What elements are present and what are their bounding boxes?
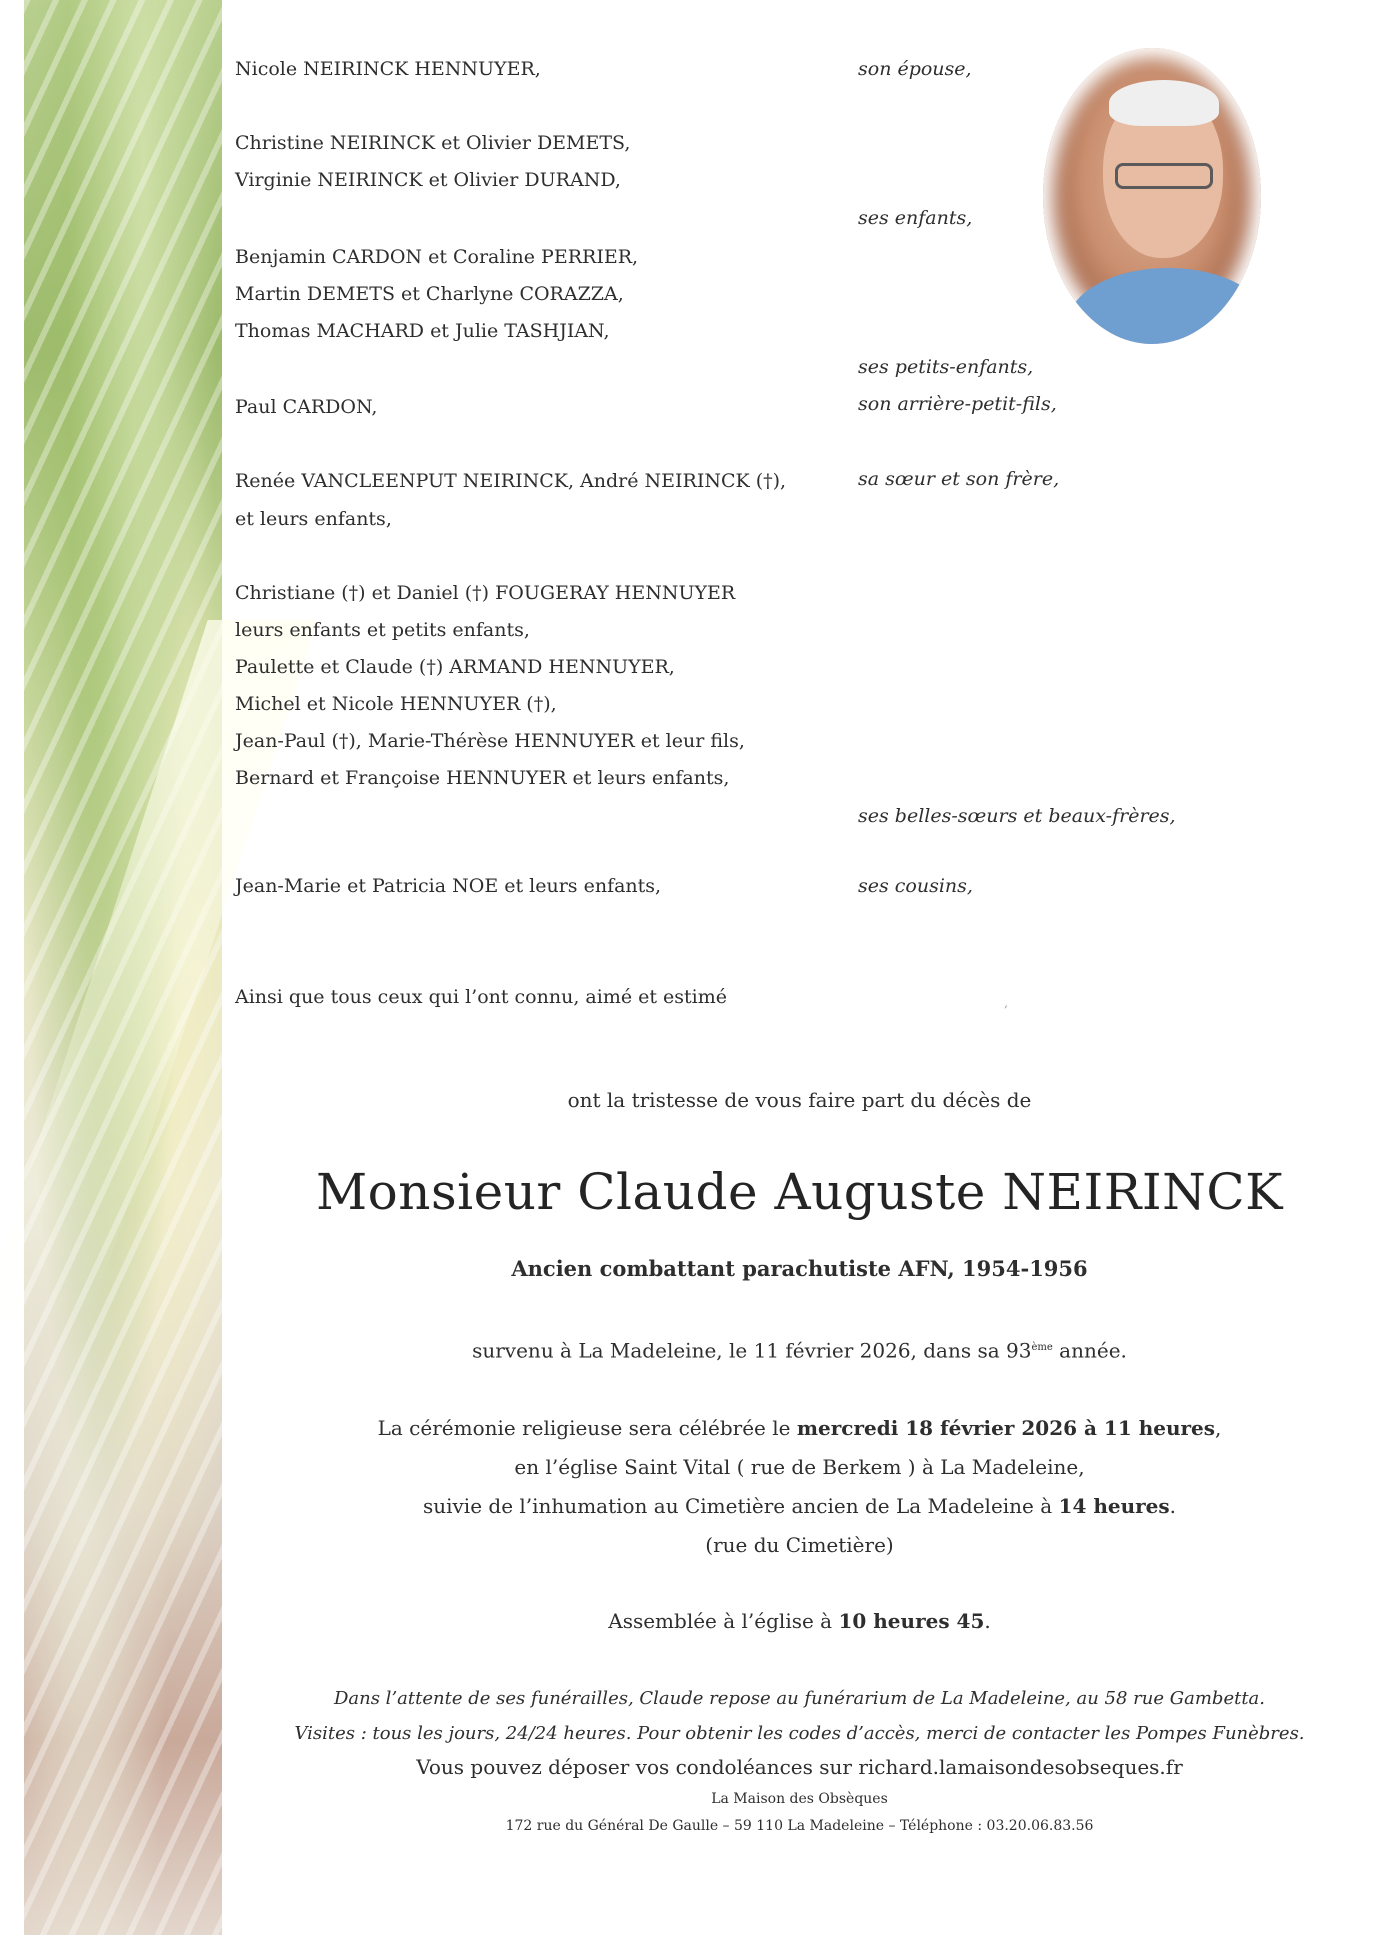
portrait-photo bbox=[1043, 48, 1261, 344]
deceased-name: Monsieur Claude Auguste NEIRINCK bbox=[315, 1163, 1283, 1221]
ceremony-text: La cérémonie religieuse sera célébrée le bbox=[377, 1416, 797, 1440]
ceremony-line-2: en l’église Saint Vital ( rue de Berkem ) à La Madeleine, bbox=[514, 1455, 1085, 1479]
family-line: Michel et Nicole HENNUYER (†), bbox=[235, 693, 557, 715]
ceremony-line-1 bbox=[222, 1416, 1377, 1440]
relationship-label: ses belles-sœurs et beaux-frères, bbox=[858, 805, 1176, 827]
company-name: La Maison des Obsèques bbox=[711, 1791, 888, 1807]
relationship-label: sa sœur et son frère, bbox=[858, 468, 1060, 490]
family-line: Thomas MACHARD et Julie TASHJIAN, bbox=[235, 320, 610, 342]
family-line: Ainsi que tous ceux qui l’ont connu, aimé et estimé bbox=[235, 986, 728, 1008]
family-line: Paulette et Claude (†) ARMAND HENNUYER, bbox=[235, 656, 675, 678]
funerarium-note: Dans l’attente de ses funérailles, Claude repose au funérarium de La Madeleine, au 58 rue Gambetta. bbox=[333, 1688, 1266, 1709]
death-notice-end: année. bbox=[1052, 1338, 1127, 1363]
portrait-shirt bbox=[1068, 268, 1261, 344]
relationship-label: son arrière-petit-fils, bbox=[858, 393, 1057, 415]
family-line: Bernard et Françoise HENNUYER et leurs enfants, bbox=[235, 767, 730, 789]
relationship-label: ses enfants, bbox=[858, 207, 973, 229]
family-line: Christine NEIRINCK et Olivier DEMETS, bbox=[235, 132, 631, 154]
family-line: Jean-Paul (†), Marie-Thérèse HENNUYER et leur fils, bbox=[235, 730, 745, 752]
portrait-glasses bbox=[1115, 163, 1213, 189]
company-address: 172 rue du Général De Gaulle – 59 110 La Madeleine – Téléphone : 03.20.06.83.56 bbox=[505, 1818, 1094, 1834]
relationship-label: ses petits-enfants, bbox=[858, 356, 1034, 378]
family-line: Martin DEMETS et Charlyne CORAZZA, bbox=[235, 283, 624, 305]
death-notice-text: survenu à La Madeleine, le 11 février 2026, dans sa 93 bbox=[472, 1338, 1032, 1363]
visits-note: Visites : tous les jours, 24/24 heures. Pour obtenir les codes d’accès, merci de contacter les Pompes Funèbres. bbox=[294, 1723, 1305, 1744]
ceremony-punct: , bbox=[1215, 1416, 1222, 1440]
assembly-punct: . bbox=[984, 1609, 991, 1633]
family-line: Christiane (†) et Daniel (†) FOUGERAY HENNUYER bbox=[235, 582, 736, 604]
ceremony-line-3 bbox=[222, 1494, 1377, 1518]
family-line: Paul CARDON, bbox=[235, 396, 378, 418]
portrait-hair bbox=[1109, 80, 1219, 126]
burial-text: suivie de l’inhumation au Cimetière ancien de La Madeleine à bbox=[422, 1494, 1059, 1518]
scan-speck: ‚ bbox=[1004, 996, 1008, 1010]
death-notice-ordinal: ème bbox=[1031, 1342, 1053, 1353]
ceremony-date: mercredi 18 février 2026 à 11 heures bbox=[796, 1416, 1216, 1440]
family-line: Virginie NEIRINCK et Olivier DURAND, bbox=[235, 169, 621, 191]
family-line: Renée VANCLEENPUT NEIRINCK, André NEIRINCK (†), bbox=[235, 470, 787, 492]
deceased-subtitle: Ancien combattant parachutiste AFN, 1954-1956 bbox=[511, 1256, 1088, 1281]
family-line: leurs enfants et petits enfants, bbox=[235, 619, 530, 641]
death-notice bbox=[222, 1336, 1377, 1363]
assembly-text: Assemblée à l’église à bbox=[608, 1609, 839, 1633]
family-line: Nicole NEIRINCK HENNUYER, bbox=[235, 58, 541, 80]
relationship-label: son épouse, bbox=[858, 58, 972, 80]
ceremony-line-4: (rue du Cimetière) bbox=[705, 1533, 894, 1557]
family-line: Jean-Marie et Patricia NOE et leurs enfants, bbox=[235, 875, 662, 897]
assembly-line bbox=[222, 1609, 1377, 1633]
family-line: et leurs enfants, bbox=[235, 508, 392, 530]
burial-time: 14 heures bbox=[1058, 1494, 1170, 1518]
forest-banner-image bbox=[24, 0, 222, 1935]
family-line: Benjamin CARDON et Coraline PERRIER, bbox=[235, 246, 639, 268]
relationship-label: ses cousins, bbox=[858, 875, 973, 897]
assembly-time: 10 heures 45 bbox=[838, 1609, 985, 1633]
announcement-text: ont la tristesse de vous faire part du décès de bbox=[567, 1088, 1032, 1112]
condolences-line: Vous pouvez déposer vos condoléances sur richard.lamaisondesobseques.fr bbox=[416, 1755, 1183, 1779]
burial-punct: . bbox=[1169, 1494, 1177, 1518]
